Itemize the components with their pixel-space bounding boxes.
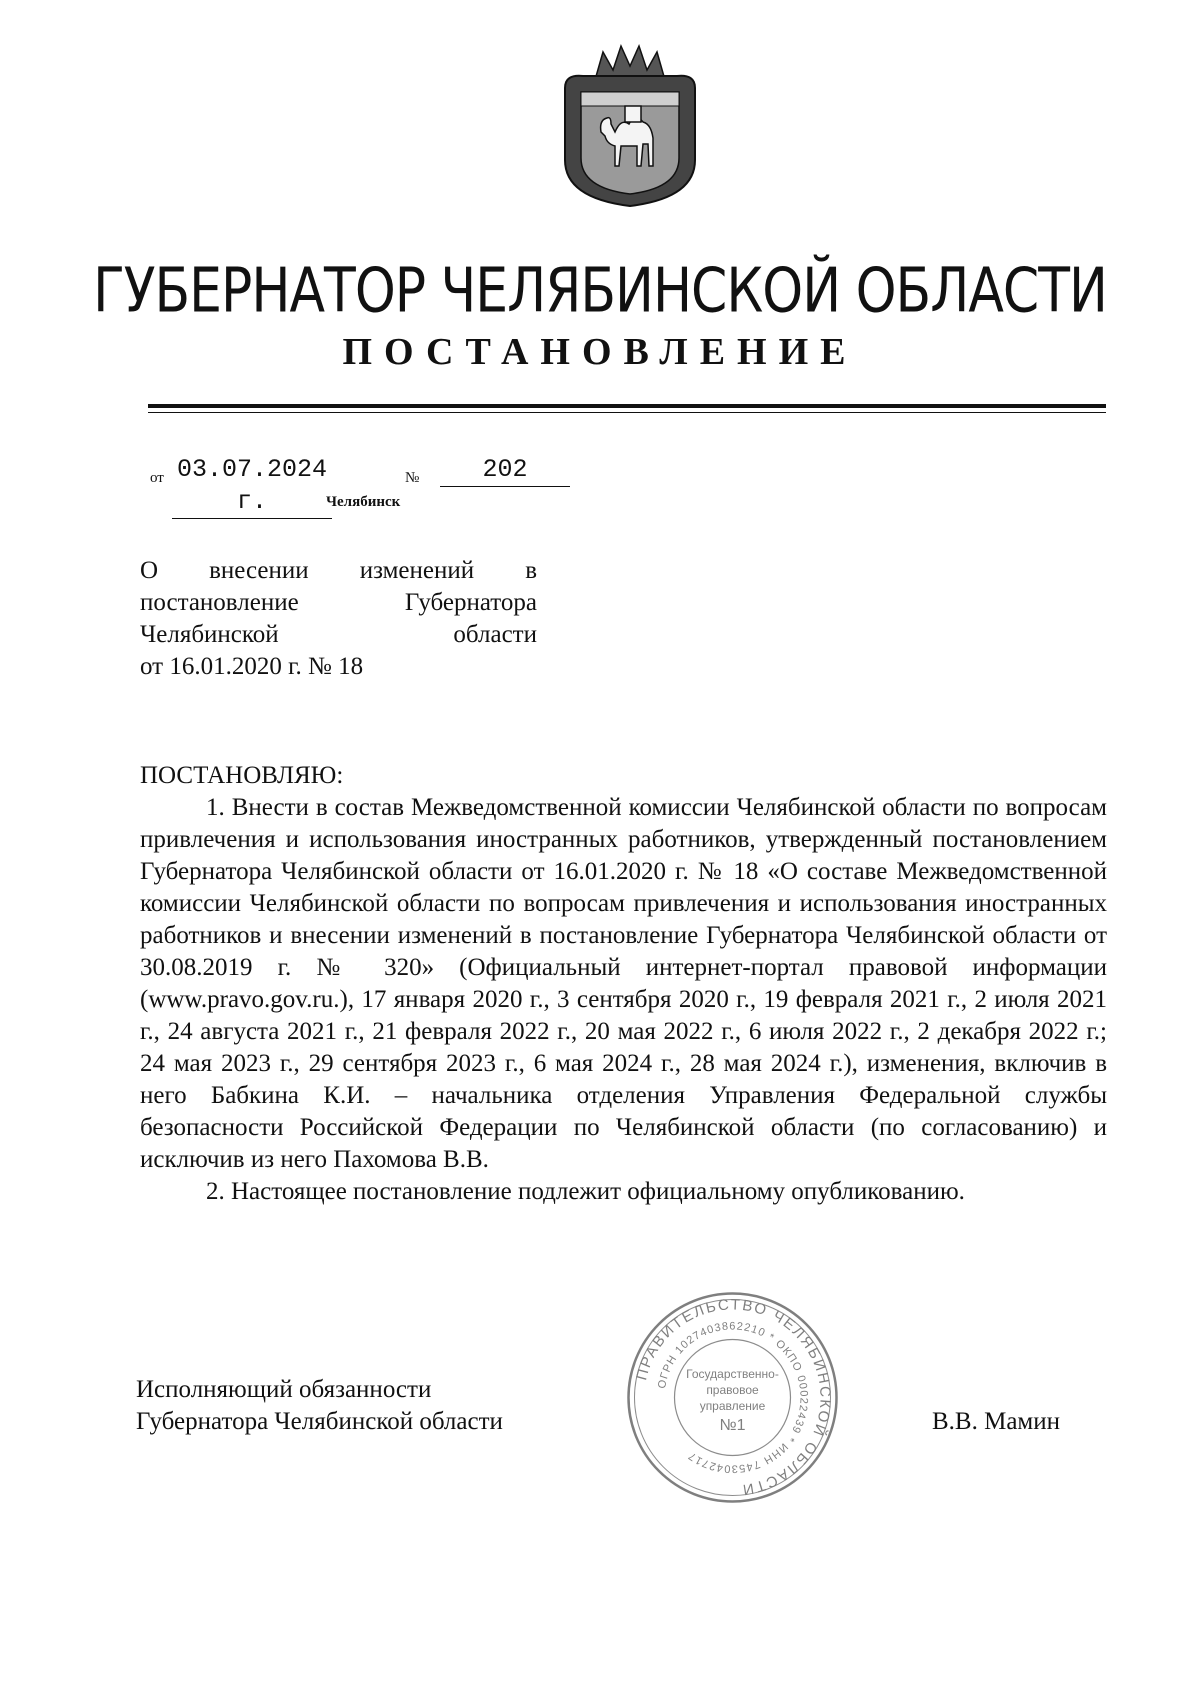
seal-center-line: управление (699, 1399, 766, 1413)
subject-word: Губернатора (404, 589, 537, 616)
paragraph-1: 1. Внести в состав Межведомственной комиссии Челябинской области по вопросам привлечения и использования иностранных работников, утвержденный постановлением Губернатора Челябинской области от 16.01.2020 г. № 18 «О составе Межведомственной комиссии Челябинской области по вопросам привлечения и использования иностранных работников и внесении изменений в постановление Губернатора Челябинской области от 30.08.2019 г. № 320» (Официальный интернет-портал правовой информации (www.pravo.gov.ru.), 17 января 2020 г., 3 сентября 2020 г., 19 февраля 2021 г., 2 июля 2021 г., 24 августа 2021 г., 21 февраля 2022 г., 20 мая 2022 г., 6 июля 2022 г., 2 декабря 2022 г.; 24 мая 2023 г., 29 сентября 2023 г., 6 мая 2024 г., 28 мая 2024 г.), изменения, включив в него Бабкина К.И. – начальника отделения Управления Федеральной службы безопасности Российской Федерации по Челябинской области (по согласованию) и исключив из него Пахомова В.В. (140, 794, 1107, 1173)
seal-center-line: Государственно- (686, 1367, 779, 1381)
document-type: ПОСТАНОВЛЕНИЕ (342, 331, 858, 373)
subject-line (140, 587, 537, 619)
subject-word: в (525, 557, 537, 584)
decree-word: ПОСТАНОВЛЯЮ: (140, 762, 344, 789)
seal-inner-text: ОГРН 1027403862210 * ОКПО 00022439 * ИНН 7453042717 (656, 1320, 810, 1475)
date-label: от (150, 470, 164, 486)
document-subject (140, 555, 537, 683)
seal-center-line: №1 (719, 1417, 746, 1434)
subject-line (140, 555, 537, 587)
date-number-line (150, 455, 670, 516)
document-body (140, 760, 1107, 1208)
subject-word: постановление (140, 589, 299, 616)
official-seal-icon (625, 1290, 840, 1505)
seal-center-line: правовое (706, 1383, 759, 1397)
subject-line (140, 619, 537, 651)
signatory-name: В.В. Мамин (932, 1408, 1061, 1435)
position-line: Исполняющий обязанности (136, 1376, 432, 1403)
city-name: Челябинск (326, 494, 401, 510)
subject-word: Челябинской (140, 621, 279, 648)
organization-title: ГУБЕРНАТОР ЧЕЛЯБИНСКОЙ ОБЛАСТИ (93, 256, 1107, 327)
seal-outer-text: ПРАВИТЕЛЬСТВО ЧЕЛЯБИНСКОЙ ОБЛАСТИ (633, 1296, 834, 1499)
paragraph-2: 2. Настоящее постановление подлежит официальному опубликованию. (206, 1178, 965, 1205)
header-rule-thick (148, 404, 1106, 408)
document-number: 202 (440, 454, 570, 487)
header-rule-thin (148, 412, 1106, 413)
position-line: Губернатора Челябинской области (136, 1408, 503, 1435)
subject-word: изменений (359, 557, 475, 584)
number-label: № (405, 470, 420, 486)
subject-word: от 16.01.2020 г. № 18 (140, 653, 364, 680)
subject-line (140, 651, 537, 683)
document-date: 03.07.2024 г. (172, 454, 332, 519)
subject-word: внесении (209, 557, 309, 584)
signatory-position (136, 1374, 596, 1438)
subject-word: области (453, 621, 537, 648)
subject-word: О (140, 557, 159, 584)
coat-of-arms-icon (555, 40, 705, 210)
